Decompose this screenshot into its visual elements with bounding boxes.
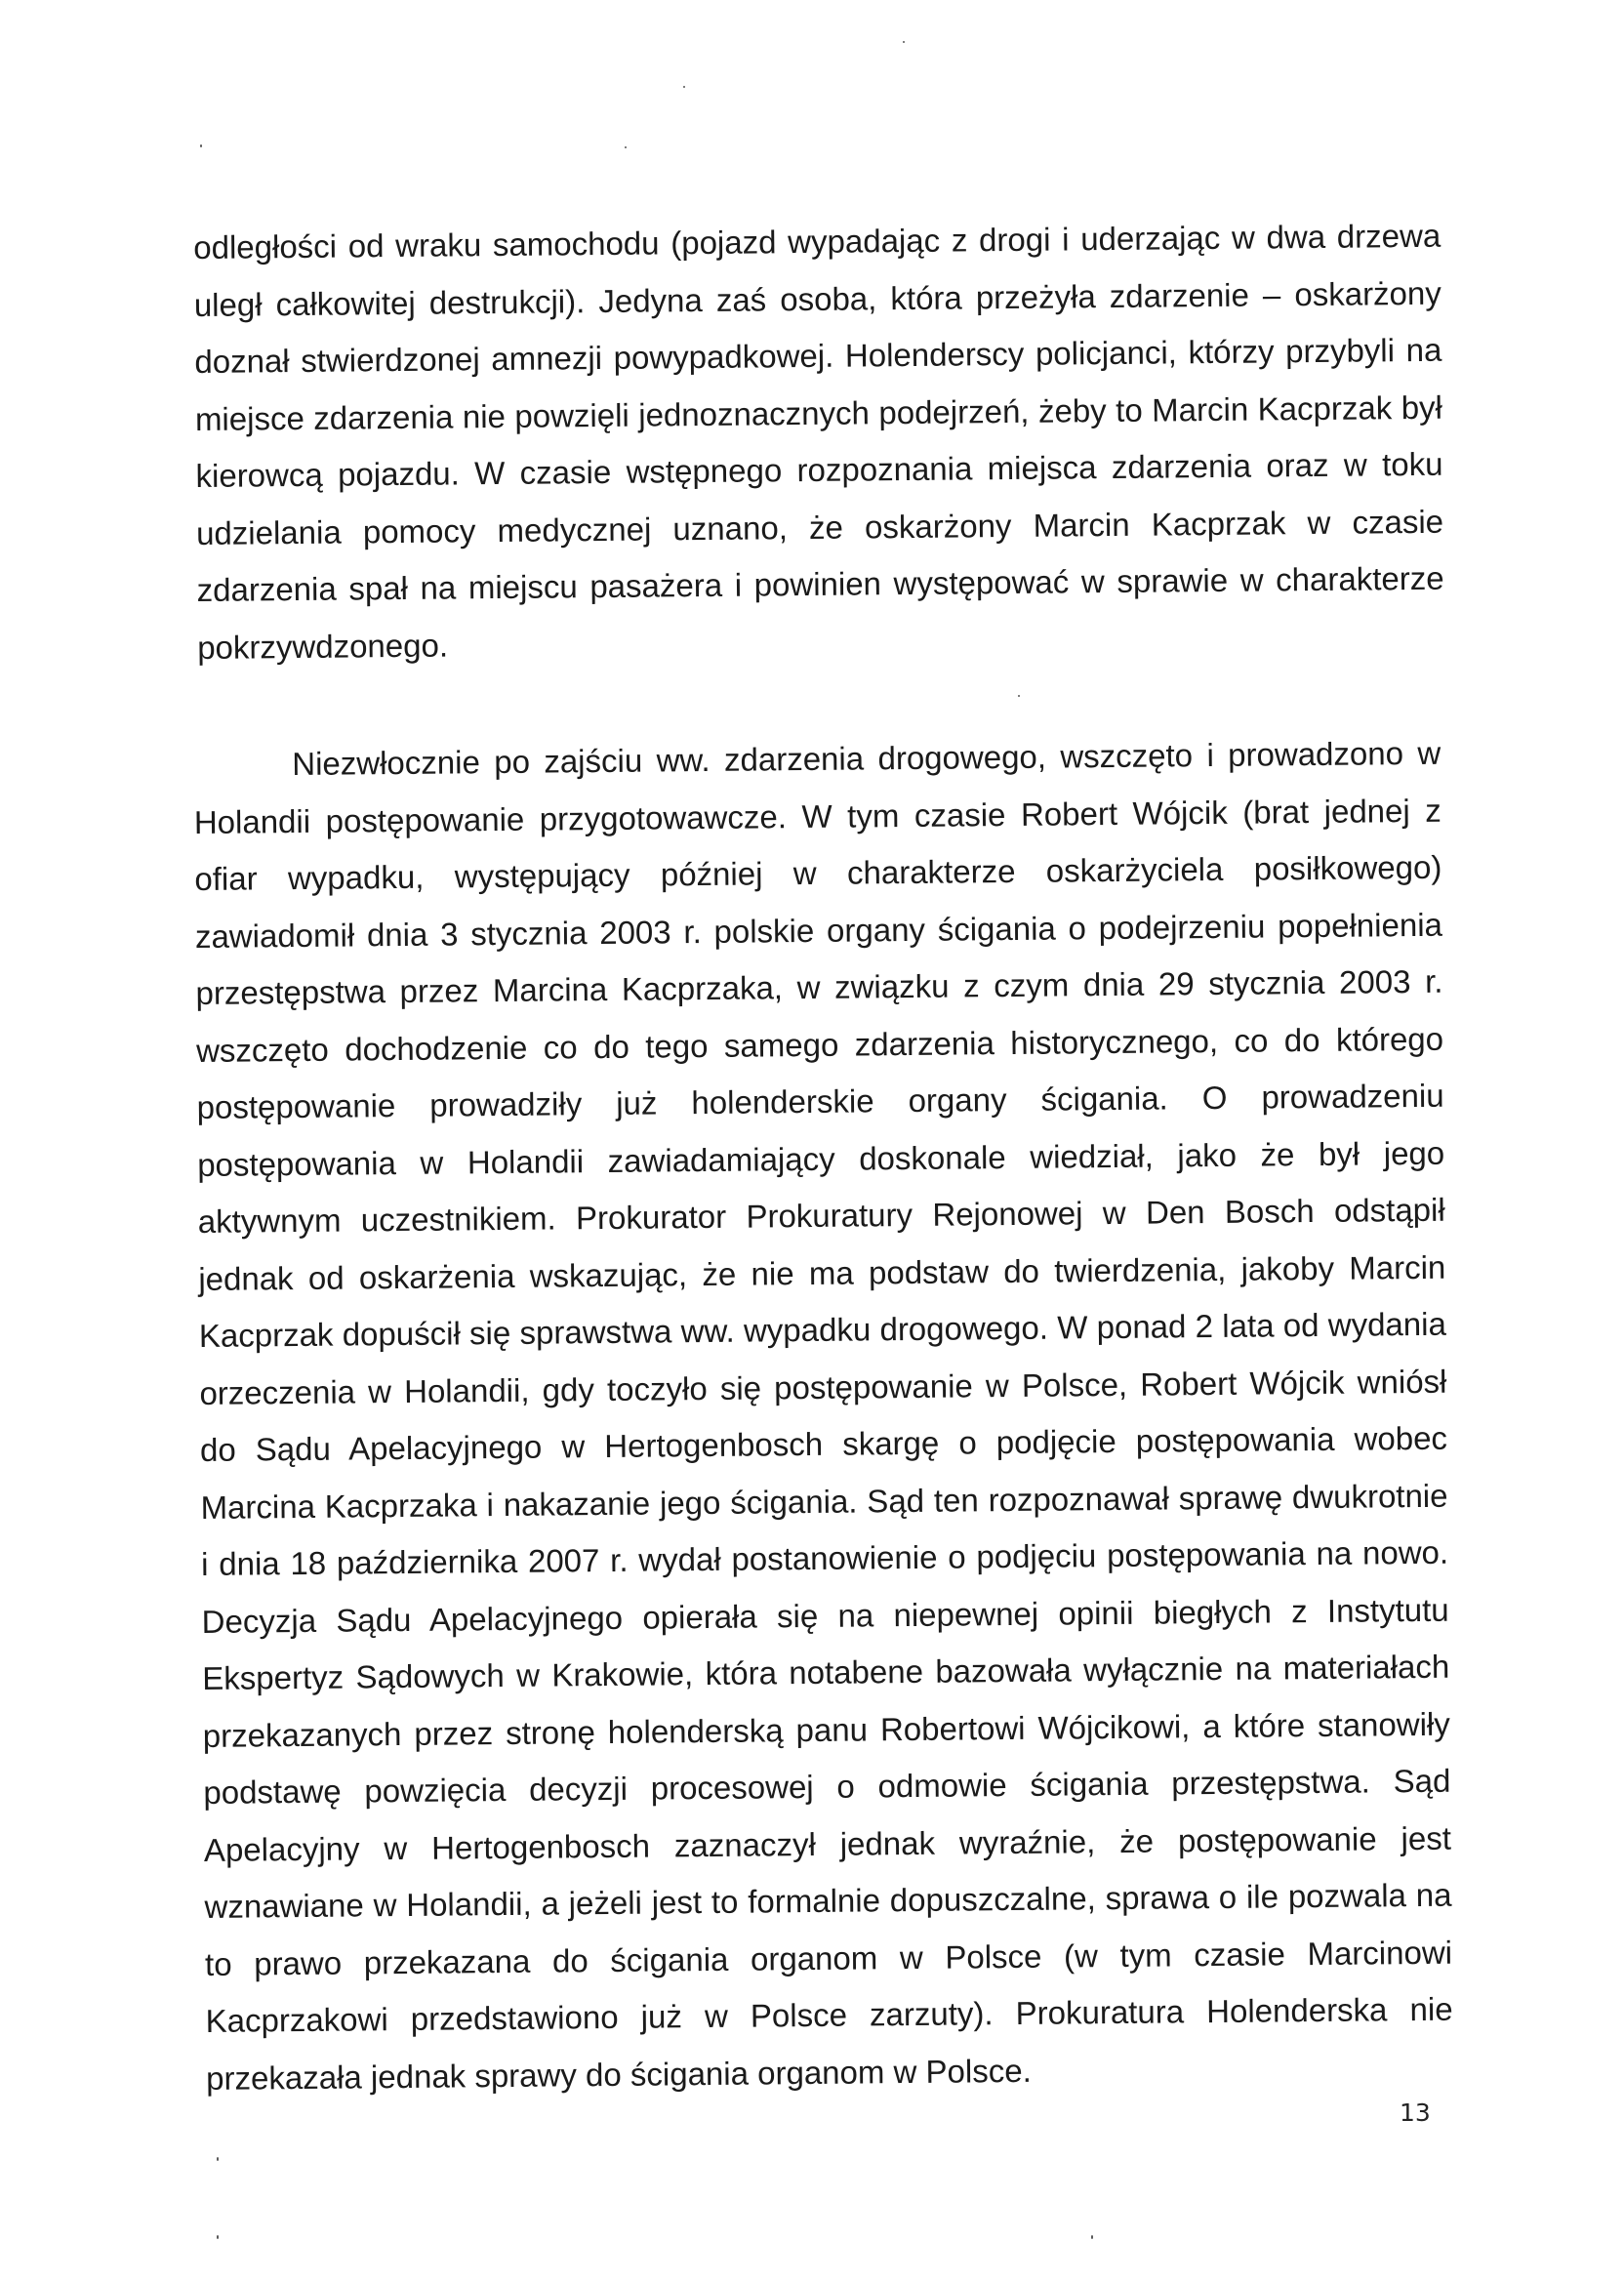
- scan-speck: [1091, 2235, 1093, 2239]
- paragraph-2: Niezwłocznie po zajściu ww. zdarzenia drogowego, wszczęto i prowadzono w Holandii postępowanie przygotowawcze. W tym czasie Robert Wójcik (brat jednej z ofiar wypadku, występujący później w charakterze oskarżyciela posiłkowego) zawiadomił dnia 3 stycznia 2003 r. polskie organy ścigania o podejrzeniu popełnienia przestępstwa przez Marcina Kacprzaka, w związku z czym dnia 29 stycznia 2003 r. wszczęto dochodzenie co do tego samego zdarzenia historycznego, co do którego postępowanie prowadziły już holenderskie organy ścigania. O prowadzeniu postępowania w Holandii zawiadamiający doskonale wiedział, jako że był jego aktywnym uczestnikiem. Prokurator Prokuratury Rejonowej w Den Bosch odstąpił jednak od oskarżenia wskazując, że nie ma podstaw do twierdzenia, jakoby Marcin Kacprzak dopuścił się sprawstwa ww. wypadku drogowego. W ponad 2 lata od wydania orzeczenia w Holandii, gdy toczyło się postępowanie w Polsce, Robert Wójcik wniósł do Sądu Apelacyjnego w Hertogenbosch skargę o podjęcie postępowania wobec Marcina Kacprzaka i nakazanie jego ścigania. Sąd ten rozpoznawał sprawę dwukrotnie i dnia 18 października 2007 r. wydał postanowienie o podjęciu postępowania na nowo. Decyzja Sądu Apelacyjnego opierała się na niepewnej opinii biegłych z Instytutu Ekspertyz Sądowych w Krakowie, która notabene bazowała wyłącznie na materiałach przekazanych przez stronę holenderską panu Robertowi Wójcikowi, a które stanowiły podstawę powzięcia decyzji procesowej o odmowie ścigania przestępstwa. Sąd Apelacyjny w Hertogenbosch zaznaczył jednak wyraźnie, że postępowanie jest wznawiane w Holandii, a jeżeli jest to formalnie dopuszczalne, sprawa o ile pozwala na to prawo przekazana do ścigania organom w Polsce (w tym czasie Marcinowi Kacprzakowi przedstawiono już w Polsce zarzuty). Prokuratura Holenderska nie przekazała jednak sprawy do ścigania organom w Polsce.: [193, 734, 1453, 2097]
- scan-speck: [217, 2157, 219, 2161]
- scan-speck: [683, 86, 685, 88]
- paragraph-1: odległości od wraku samochodu (pojazd wypadając z drogi i uderzając w dwa drzewa uległ całkowitej destrukcji). Jedyna zaś osoba, która przeżyła zdarzenie – oskarżony doznał stwierdzonej amnezji powypadkowej. Holenderscy policjanci, którzy przybyli na miejsce zdarzenia nie powzięli jednoznacznych podejrzeń, żeby to Marcin Kacprzak był kierowcą pojazdu. W czasie wstępnego rozpoznania miejsca zdarzenia oraz w toku udzielania pomocy medycznej uznano, że oskarżony Marcin Kacprzak w czasie zdarzenia spał na miejscu pasażera i powinien występować w sprawie w charakterze pokrzywdzonego.: [193, 217, 1444, 666]
- page-number: 13: [1400, 2099, 1431, 2127]
- scan-speck: [217, 2235, 219, 2239]
- scan-speck: [1018, 695, 1020, 697]
- scan-speck: [903, 41, 905, 43]
- scan-speck: [200, 144, 202, 147]
- scan-speck: [625, 146, 627, 148]
